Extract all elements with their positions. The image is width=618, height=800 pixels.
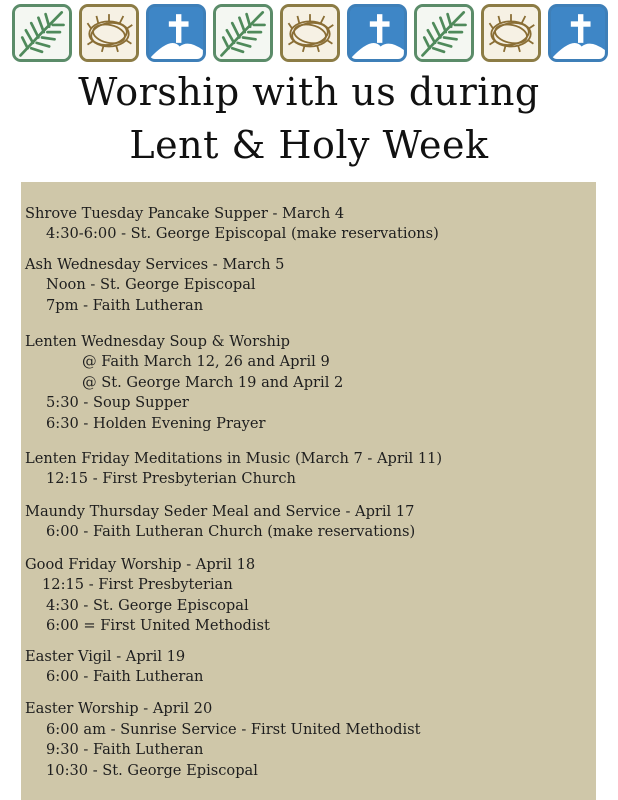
- event-heading-lenten-wednesday: Lenten Wednesday Soup & Worship: [25, 333, 290, 350]
- event-time-line: 12:15 - First Presbyterian Church: [46, 470, 296, 487]
- cross-on-hill-icon: [548, 4, 608, 62]
- crown-of-thorns-icon: [280, 4, 340, 62]
- icon-strip: [12, 4, 606, 62]
- event-time-line: 6:00 - Faith Lutheran Church (make reservations): [46, 523, 416, 540]
- palm-icon: [414, 4, 474, 62]
- event-time-line: 4:30-6:00 - St. George Episcopal (make reservations): [46, 225, 439, 242]
- event-time-line: 6:00 am - Sunrise Service - First United Methodist: [46, 721, 421, 738]
- event-heading-ash-wednesday: Ash Wednesday Services - March 5: [25, 256, 285, 273]
- cross-on-hill-icon: [347, 4, 407, 62]
- event-heading-lenten-friday: Lenten Friday Meditations in Music (March 7 - April 11): [25, 450, 443, 467]
- event-detail-line: @ St. George March 19 and April 2: [82, 374, 344, 391]
- page-title-line-1: Worship with us during: [78, 70, 540, 114]
- event-time-line: 4:30 - St. George Episcopal: [46, 597, 249, 614]
- event-time-line: 12:15 - First Presbyterian: [42, 576, 233, 593]
- event-detail-line: @ Faith March 12, 26 and April 9: [82, 353, 330, 370]
- event-time-line: Noon - St. George Episcopal: [46, 276, 256, 293]
- event-time-line: 7pm - Faith Lutheran: [46, 297, 204, 314]
- event-heading-easter-worship: Easter Worship - April 20: [25, 700, 213, 717]
- event-time-line: 10:30 - St. George Episcopal: [46, 762, 258, 779]
- cross-on-hill-icon: [146, 4, 206, 62]
- event-time-line: 6:00 = First United Methodist: [46, 617, 270, 634]
- event-time-line: 5:30 - Soup Supper: [46, 394, 189, 411]
- event-heading-maundy-thursday: Maundy Thursday Seder Meal and Service - April 17: [25, 503, 415, 520]
- page-title-line-2: Lent & Holy Week: [129, 123, 489, 167]
- crown-of-thorns-icon: [481, 4, 541, 62]
- palm-icon: [213, 4, 273, 62]
- palm-icon: [12, 4, 72, 62]
- event-time-line: 9:30 - Faith Lutheran: [46, 741, 204, 758]
- crown-of-thorns-icon: [79, 4, 139, 62]
- event-heading-shrove-tuesday: Shrove Tuesday Pancake Supper - March 4: [25, 205, 345, 222]
- event-time-line: 6:00 - Faith Lutheran: [46, 668, 204, 685]
- event-time-line: 6:30 - Holden Evening Prayer: [46, 415, 266, 432]
- event-heading-good-friday: Good Friday Worship - April 18: [25, 556, 256, 573]
- event-heading-easter-vigil: Easter Vigil - April 19: [25, 648, 186, 665]
